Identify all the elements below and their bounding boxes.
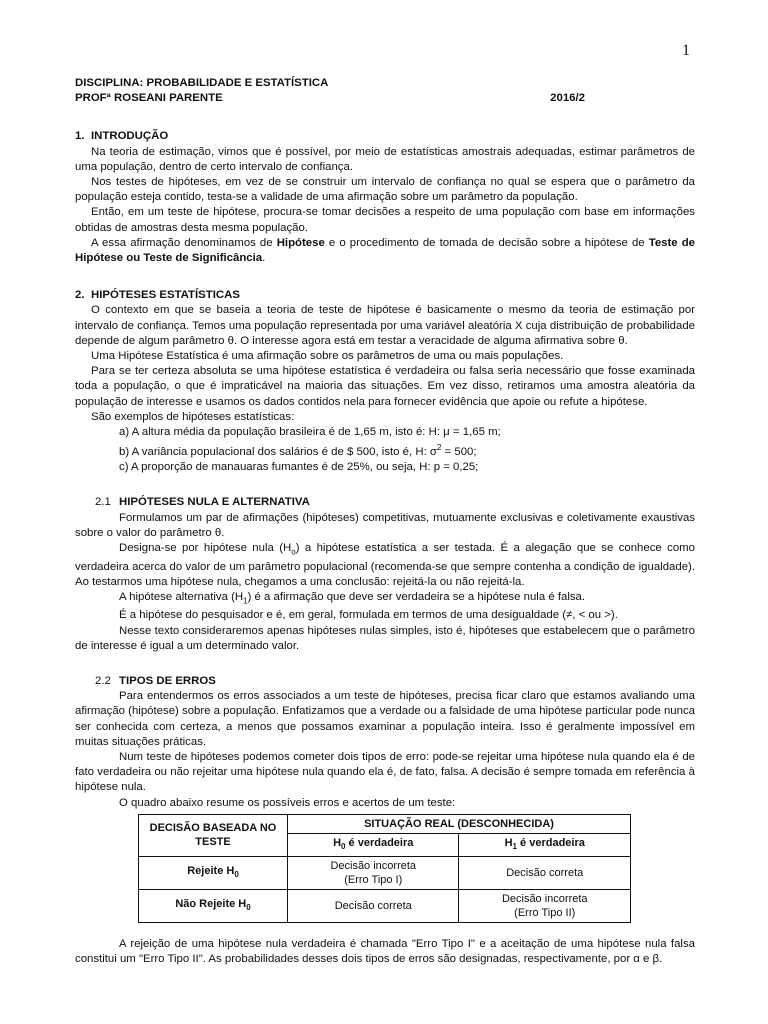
term-label: 2016/2 — [550, 92, 585, 105]
text-run: A hipótese alternativa (H — [119, 590, 244, 603]
document-body — [75, 76, 695, 967]
cell-correct-1: Decisão correta — [459, 857, 631, 890]
paragraph: Para entendermos os erros associados a um teste de hipóteses, precisa ficar claro que estamos avaliando uma afirmação (hipótese) sobre a população. Enfatizamos que a verdade ou a falsidade de uma hipótese particular pode nunca ser conhecida com certeza, a menos que possamos examinar a população inteira. Isso é geralmente impossível em muitas situações práticas. — [75, 690, 695, 748]
text-run: . — [262, 252, 266, 265]
text-run: ) a hipótese estatística a ser testada. É a alegação que se conhece como verdadeira acerca do valor de um parâmetro populacional (recomenda-se que sempre contenha a condição de igualdade). Ao testarmos uma hipótese nula, chegamos a uma conclusão: rejeitá-la ou não rejeitá-la. — [75, 542, 695, 588]
row-not-reject-h0 — [139, 890, 288, 923]
row-reject-h0 — [139, 857, 288, 890]
page-number: 1 — [682, 42, 690, 59]
section-2-heading — [75, 288, 695, 303]
cell-type2-error — [459, 890, 631, 923]
text-run: (Erro Tipo II) — [514, 907, 576, 920]
term-teste: Teste de Hipótese ou Teste de Significância — [75, 236, 695, 265]
section-title: HIPÓTESES ESTATÍSTICAS — [91, 289, 240, 302]
text-run: Decisão incorreta — [330, 860, 417, 873]
text-run: é verdadeira — [517, 836, 585, 849]
text-run: (Erro Tipo I) — [344, 874, 403, 887]
col-h0-true — [288, 833, 459, 856]
text-run: H — [333, 836, 342, 849]
discipline-header: DISCIPLINA: PROBABILIDADE E ESTATÍSTICA — [75, 77, 329, 89]
errors-table — [138, 814, 631, 923]
paragraph — [75, 541, 695, 590]
text-run: e o procedimento de tomada de decisão sobre a hipótese de — [324, 236, 649, 249]
text-run: A essa afirmação denominamos de — [91, 236, 277, 249]
section-title: HIPÓTESES NULA E ALTERNATIVA — [119, 496, 310, 509]
section-2-2-heading — [75, 674, 695, 689]
teacher-row — [75, 91, 585, 106]
paragraph: Então, em um teste de hipótese, procura-se tomar decisões a respeito de uma população com base em informações obtidas de amostras desta mesma população. — [75, 206, 695, 234]
text-run: = 500; — [441, 446, 477, 459]
paragraph: É a hipótese do pesquisador e é, em geral, formulada em termos de uma desigualdade (≠, < ou >). — [119, 609, 618, 622]
term-hipotese: Hipótese — [276, 236, 325, 249]
paragraph: São exemplos de hipóteses estatísticas: — [91, 410, 295, 423]
subscript: 0 — [246, 903, 251, 913]
subscript: o — [291, 547, 296, 557]
section-title: INTRODUÇÃO — [91, 130, 169, 143]
text-run: Decisão incorreta — [501, 893, 588, 906]
paragraph — [75, 236, 695, 266]
paragraph: Uma Hipótese Estatística é uma afirmação sobre os parâmetros de uma ou mais populações. — [91, 350, 564, 363]
section-1-heading — [75, 129, 695, 144]
subscript: 1 — [243, 596, 248, 606]
text-run: b) A variância populacional dos salários é de $ 500, isto é, H: σ — [119, 446, 437, 459]
section-number: 1. — [75, 130, 85, 143]
section-number: 2. — [75, 289, 85, 302]
cell-correct-2: Decisão correta — [288, 890, 459, 923]
subscript: 1 — [512, 842, 517, 852]
text-run: Não Rejeite H — [175, 897, 247, 910]
example-c: c) A proporção de manauaras fumantes é de 25%, ou seja, H: p = 0,25; — [119, 461, 479, 474]
situation-header: SITUAÇÃO REAL (DESCONHECIDA) — [288, 814, 631, 833]
col-h1-true — [459, 833, 631, 856]
text-run: Rejeite H — [187, 864, 235, 877]
section-2-1-heading — [75, 495, 695, 510]
section-number: 2.1 — [95, 496, 111, 509]
decision-header: DECISÃO BASEADA NO TESTE — [139, 814, 288, 856]
paragraph: Na teoria de estimação, vimos que é possível, por meio de estatísticas amostrais adequadas, estimar parâmetros de uma população, dentro de certo intervalo de confiança. — [75, 145, 695, 173]
text-run: H — [504, 836, 513, 849]
paragraph: Num teste de hipóteses podemos cometer dois tipos de erro: pode-se rejeitar uma hipótese nula quando ela é de fato verdadeira ou não rejeitar uma hipótese nula quando ela é, de fato, falsa. A decisão é sempre tomada em referência à hipótese nula. — [75, 751, 695, 794]
paragraph: Para se ter certeza absoluta se uma hipótese estatística é verdadeira ou falsa seria necessário que fosse examinada toda a população, o que é impraticável na maioria das situações. Em vez disso, retiramos uma amostra aleatória da população de interesse e usamos os dados contidos nela para fornecer evidência que apoie ou refute a hipótese. — [75, 365, 695, 408]
paragraph — [75, 590, 695, 608]
paragraph: Nesse texto consideraremos apenas hipóteses nulas simples, isto é, hipóteses que estabelecem que o parâmetro de interesse é igual a um determinado valor. — [75, 624, 695, 652]
section-number: 2.2 — [95, 675, 111, 688]
text-run: Designa-se por hipótese nula (H — [119, 542, 292, 555]
teacher-name: PROFª ROSEANI PARENTE — [75, 92, 223, 105]
example-a: a) A altura média da população brasileira é de 1,65 m, isto é: H: μ = 1,65 m; — [119, 426, 501, 439]
paragraph: O quadro abaixo resume os possíveis erros e acertos de um teste: — [119, 796, 456, 809]
cell-type1-error — [288, 857, 459, 890]
subscript: 0 — [234, 870, 239, 880]
example-b — [75, 440, 695, 460]
text-run: ) é a afirmação que deve ser verdadeira se a hipótese nula é falsa. — [247, 590, 586, 603]
paragraph: Nos testes de hipóteses, em vez de se construir um intervalo de confiança no qual se espera que o parâmetro da população esteja contido, testa-se a validade de uma afirmação sobre um parâmetro da população. — [75, 176, 695, 204]
text-run: é verdadeira — [345, 836, 414, 849]
section-title: TIPOS DE ERROS — [119, 675, 216, 688]
paragraph: O contexto em que se baseia a teoria de teste de hipótese é basicamente o mesmo da teoria de estimação por intervalo de confiança. Temos uma população representada por uma variável aleatória X cuja distribuição de probabilidade depende de algum parâmetro θ. O interesse agora está em testar a veracidade de alguma afirmativa sobre θ. — [75, 304, 695, 347]
subscript: 0 — [341, 842, 346, 852]
superscript: 2 — [436, 443, 442, 453]
paragraph: Formulamos um par de afirmações (hipóteses) competitivas, mutuamente exclusivas e coletivamente exaustivas sobre o valor do parâmetro θ. — [75, 511, 695, 539]
paragraph: A rejeição de uma hipótese nula verdadeira é chamada "Erro Tipo I" e a aceitação de uma hipótese nula falsa constitui um "Erro Tipo II". As probabilidades desses dois tipos de erros são designadas, respectivamente, por α e β. — [75, 938, 695, 966]
